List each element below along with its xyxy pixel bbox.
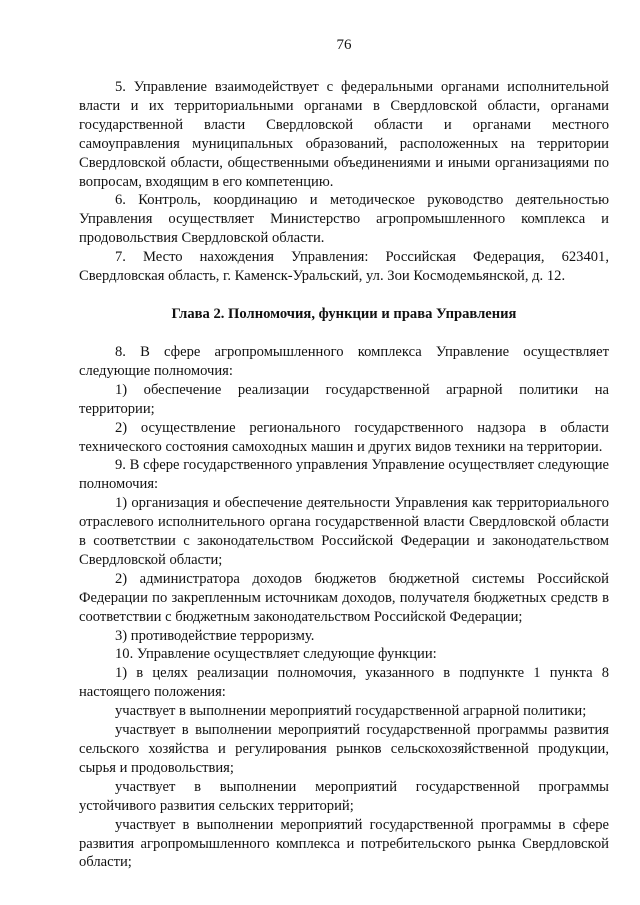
function-item-4: участвует в выполнении мероприятий государственной программы в сфере развития агропромышленного комплекса и потребительского рынка Свердловской области; xyxy=(79,816,609,871)
paragraph-8: 8. В сфере агропромышленного комплекса Управление осуществляет следующие полномочия: xyxy=(79,343,609,379)
paragraph-5: 5. Управление взаимодействует с федеральными органами исполнительной власти и их территориальными органами в Свердловской области, органами государственной власти Свердловской области и органами местного самоуправления муниципальных образований, расположенных на территории Свердловской области, общественными объединениями и иными организациями по вопросам, входящим в его компетенцию. xyxy=(79,79,609,190)
paragraph-8-item-2: 2) осуществление регионального государственного надзора в области технического состояния самоходных машин и других видов техники на территории. xyxy=(79,419,609,455)
function-item-1: участвует в выполнении мероприятий государственной аграрной политики; xyxy=(115,703,587,720)
paragraph-10: 10. Управление осуществляет следующие функции: xyxy=(115,646,437,663)
paragraph-8-item-1: 1) обеспечение реализации государственной аграрной политики на территории; xyxy=(79,381,609,417)
document-page xyxy=(79,36,609,872)
chapter-heading: Глава 2. Полномочия, функции и права Управления xyxy=(171,305,517,322)
paragraph-7: 7. Место нахождения Управления: Российская Федерация, 623401, Свердловская область, г. Каменск-Уральский, ул. Зои Космодемьянской, д. 12. xyxy=(79,249,609,285)
paragraph-9-item-1: 1) организация и обеспечение деятельности Управления как территориального отраслевого исполнительного органа государственной власти Свердловской области в соответствии с законодательством Российской Федерации и законодательством Свердловской области; xyxy=(79,495,609,568)
paragraph-10-item-1: 1) в целях реализации полномочия, указанного в подпункте 1 пункта 8 настоящего положения: xyxy=(79,665,609,701)
function-item-2: участвует в выполнении мероприятий государственной программы развития сельского хозяйства и регулирования рынков сельскохозяйственной продукции, сырья и продовольствия; xyxy=(79,722,609,776)
paragraph-9: 9. В сфере государственного управления Управление осуществляет следующие полномочия: xyxy=(79,457,609,493)
paragraph-6: 6. Контроль, координацию и методическое руководство деятельностью Управления осуществляет Министерство агропромышленного комплекса и продовольствия Свердловской области. xyxy=(79,192,609,247)
paragraph-9-item-2: 2) администратора доходов бюджетов бюджетной системы Российской Федерации по закрепленным источникам доходов, получателя бюджетных средств в соответствии с бюджетным законодательством Российской Федерации; xyxy=(79,570,609,625)
paragraph-9-item-3: 3) противодействие терроризму. xyxy=(115,627,315,644)
function-item-3: участвует в выполнении мероприятий государственной программы устойчивого развития сельских территорий; xyxy=(79,778,609,814)
page-number: 76 xyxy=(336,37,352,53)
